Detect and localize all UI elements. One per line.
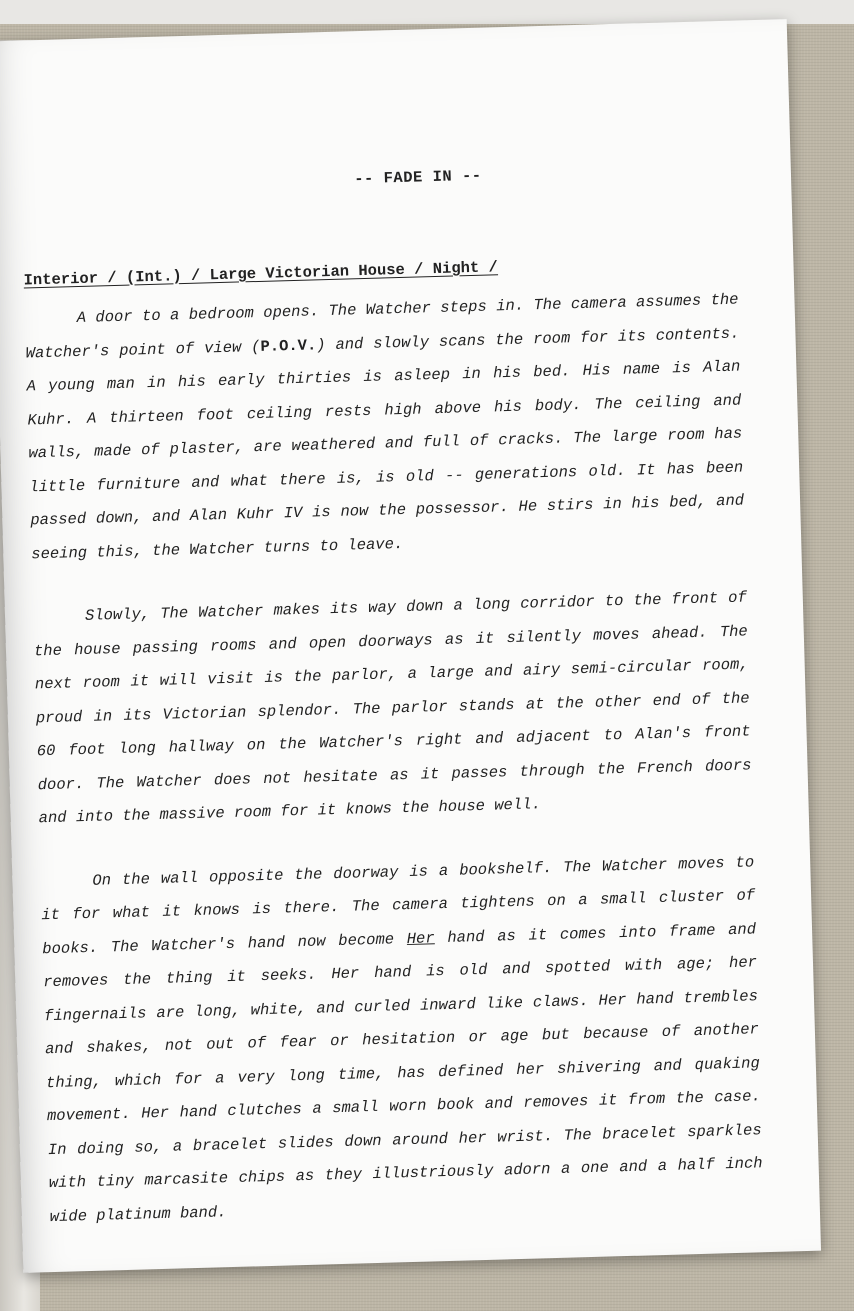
paragraph-1-text-c: ) and slowly scans the room for its contents. A young man in his early thirties is asleep in his bed. His name is Alan Kuhr. A thirteen foot ceiling rests high above his body. The ceiling and walls, made of plaster, are weathered and full of cracks. The large room has little furniture and what there is, is old -- generations old. It has been passed down, and Alan Kuhr IV is now the possessor. He stirs in his bed, and seeing this, the Watcher turns to leave. (26, 324, 745, 563)
paragraph-1-text-b: the Watcher's point of view ( (25, 290, 739, 362)
paragraph-1 (24, 284, 745, 572)
fade-in-heading: -- FADE IN -- (353, 166, 482, 189)
paragraph-3-text-a: On the wall opposite the doorway is a bookshelf. The Watcher moves to it for what it knows is there. The camera tightens on a small cluster of books. The Watcher's hand now become (41, 852, 756, 958)
paragraph-2: Slowly, The Watcher makes its way down a long corridor to the front of the house passing rooms and open doorways as it silently moves ahead. The next room it will visit is the parlor, a large and airy semi-circular room, proud in its Victorian splendor. The parlor stands at the other end of the 60 foot long hallway on the Watcher's right and adjacent to Alan's front door. The Watcher does not hesitate as it passes through the French doors and into the massive room for it knows the house well. (33, 588, 752, 828)
page-body (21, 153, 765, 1265)
scene-slugline: Interior / (Int.) / Large Victorian House / Night / (23, 257, 499, 290)
her-underlined: Her (406, 928, 435, 948)
paragraph-1-text-a: A door to a bedroom opens. The Watcher steps in. The camera assumes (76, 291, 702, 328)
paragraph-3 (40, 846, 764, 1234)
pov-abbreviation: P.O.V. (260, 335, 317, 356)
manuscript-page (0, 19, 821, 1273)
paragraph-3-text-b: hand as it comes into frame and removes the thing it seeks. Her hand is old and spotted with age; her fingernails are long, white, and curled inward like claws. Her hand trembles and shakes, not out of fear or hesitation or age but because of another thing, which for a very long time, has defined her shivering and quaking movement. Her hand clutches a small worn book and removes it from the case. In doing so, a bracelet slides down around her wrist. The bracelet sparkles with tiny marcasite chips as they illustriously adorn a one and a half inch wide platinum band. (42, 919, 763, 1226)
